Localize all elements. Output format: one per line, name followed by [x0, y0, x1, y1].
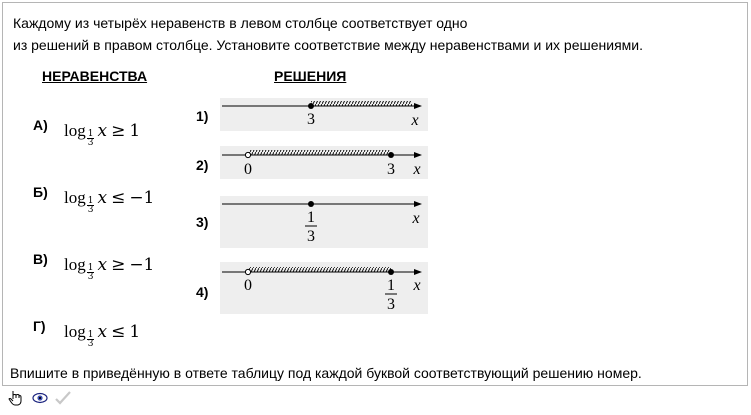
inequality-b: log $\frac{1}{3}$ x ≤ −1	[64, 188, 155, 215]
inequality-v: log $\frac{1}{3}$ x ≥ −1	[64, 255, 155, 282]
base-numerator: 1	[87, 263, 94, 273]
solution-label-1: 1)	[196, 108, 209, 124]
tick-label: 0	[244, 161, 252, 178]
base-numerator: 1	[87, 129, 94, 139]
relation: ≥	[111, 121, 126, 141]
axis-variable: x	[411, 112, 419, 129]
rhs: −1	[129, 188, 155, 208]
tick-fraction-numerator: 1	[307, 209, 315, 226]
solution-label-3: 3)	[196, 214, 209, 230]
tick-fraction-numerator: 1	[387, 277, 395, 294]
number-line-1	[220, 98, 428, 131]
solutions-header: РЕШЕНИЯ	[274, 68, 347, 84]
inequality-label-a: А)	[33, 117, 48, 133]
variable: x	[97, 121, 108, 141]
base-denominator: 3	[87, 138, 94, 148]
variable: x	[97, 255, 108, 275]
task-text	[13, 12, 643, 56]
inequality-label-b: Б)	[33, 184, 48, 200]
instruction-text: Впишите в приведённую в ответе таблицу под каждой буквой соответствующий решению номер.	[10, 365, 642, 381]
number-line-2	[220, 146, 428, 179]
tick-label	[385, 277, 397, 313]
base-denominator: 3	[87, 205, 94, 215]
base-numerator: 1	[87, 196, 94, 206]
inequality-a: log $\frac{1}{3}$ x ≥ 1	[64, 121, 141, 148]
inequality-g: log $\frac{1}{3}$ x ≤ 1	[64, 322, 141, 349]
tick-label	[305, 209, 317, 245]
tick-fraction-denominator: 3	[387, 296, 395, 313]
task-text-line1: Каждому из четырёх неравенств в левом столбце соответствует одно	[13, 15, 468, 31]
tick-fraction-denominator: 3	[307, 228, 315, 245]
hand-pointer-icon[interactable]	[8, 390, 24, 406]
inequality-label-g: Г)	[33, 318, 46, 334]
inequality-label-v: В)	[33, 251, 48, 267]
rhs: 1	[129, 121, 141, 141]
tick-label: 3	[307, 111, 315, 128]
tick-label: 3	[387, 161, 395, 178]
rhs: 1	[129, 322, 141, 342]
variable: x	[97, 188, 108, 208]
base-denominator: 3	[87, 272, 94, 282]
axis-variable: x	[413, 277, 421, 294]
inequalities-header: НЕРАВЕНСТВА	[42, 68, 148, 84]
relation: ≥	[111, 255, 126, 275]
number-line-4	[220, 262, 428, 314]
rhs: −1	[129, 255, 155, 275]
checkmark-icon[interactable]	[54, 390, 72, 406]
number-line-3	[220, 196, 428, 248]
relation: ≤	[111, 188, 126, 208]
relation: ≤	[111, 322, 126, 342]
task-text-line2: из решений в правом столбце. Установите соответствие между неравенствами и их решениями.	[13, 37, 643, 53]
eye-icon[interactable]	[32, 390, 48, 406]
tick-label: 0	[244, 277, 252, 294]
base-numerator: 1	[87, 330, 94, 340]
axis-variable: x	[413, 161, 421, 178]
axis-variable: x	[412, 210, 420, 227]
solution-label-4: 4)	[196, 284, 209, 300]
solution-label-2: 2)	[196, 157, 209, 173]
base-denominator: 3	[87, 339, 94, 349]
variable: x	[97, 322, 108, 342]
